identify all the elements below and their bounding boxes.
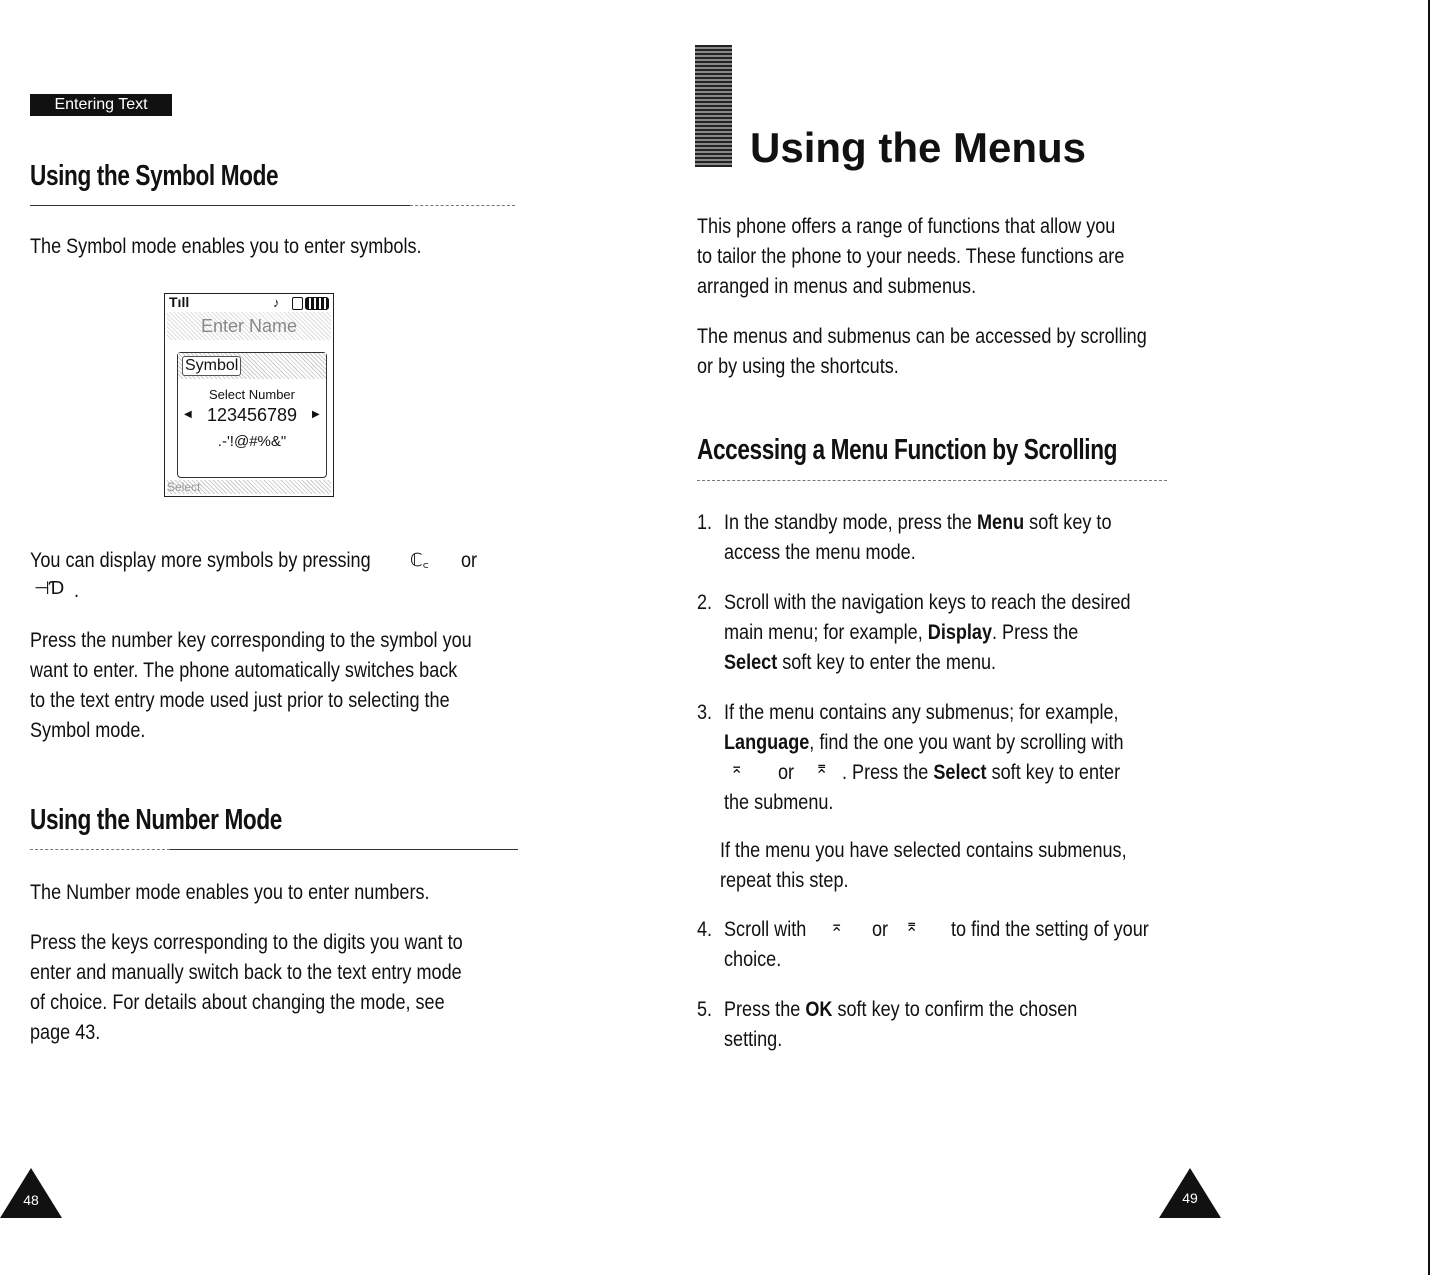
step-4-text-b: to find the setting of your [951,918,1149,941]
press-line-3: to the text entry mode used just prior to selecting the [30,689,450,712]
select-number-label: Select Number [209,387,295,402]
symbol-intro: The Symbol mode enables you to enter symbols. [30,235,422,258]
more-symbols-or: or [461,549,478,572]
number-line-2: enter and manually switch back to the text entry mode [30,961,462,984]
step-4-text-a: Scroll with [724,918,807,941]
title-band: Enter Name [167,312,331,340]
up-key-icon: ⌅ [730,758,744,777]
page-edge [1428,0,1430,1275]
press-line-2: want to enter. The phone automatically switches back [30,659,458,682]
number-line-4: page 43. [30,1021,101,1044]
more-symbols-text: You can display more symbols by pressing [30,549,371,572]
step-2-line-3: Select soft key to enter the menu. [724,651,997,674]
note-line-1: If the menu you have selected contains submenus, [720,839,1127,862]
step-2-line-1: Scroll with the navigation keys to reach the desired [724,591,1131,614]
access-line-2: or by using the shortcuts. [697,355,899,378]
heading-rule-dashed [410,205,515,206]
page-number-right: 49 [1182,1190,1198,1206]
step-4-line-2: choice. [724,948,782,971]
step-3-or: or [778,761,795,784]
intro-line-1: This phone offers a range of functions that allow you [697,215,1116,238]
left-arrow-icon: ◀ [184,409,192,420]
number-row: 123456789 [206,405,298,425]
symbol-row: .-'!@#%&" [217,433,287,450]
step-3-line-4: the submenu. [724,791,834,814]
step-3-line-1: If the menu contains any submenus; for example, [724,701,1119,724]
step-3-line-2: Language, find the one you want by scrolling with [724,731,1124,754]
section-tag: Entering Text [30,94,172,116]
down-key-icon: ⌆ [905,916,919,935]
step-2-number: 2. [697,591,713,614]
heading-rule-dashed [30,849,170,850]
step-5-number: 5. [697,998,713,1021]
note-line-2: repeat this step. [720,869,849,892]
step-3-line-3: . Press the Select soft key to enter [842,761,1121,784]
down-key-icon: ⌆ [815,758,829,777]
number-intro: The Number mode enables you to enter numbers. [30,881,430,904]
signal-icon: Tıll [169,294,190,310]
number-line-3: of choice. For details about changing the mode, see [30,991,445,1014]
scrolling-heading: Accessing a Menu Function by Scrolling [697,434,1118,466]
symbol-tab: Symbol [182,356,241,376]
right-arrow-icon: ▶ [312,409,320,420]
step-5-line-2: setting. [724,1028,783,1051]
step-4-or: or [872,918,889,941]
press-line-1: Press the number key corresponding to the symbol you [30,629,472,652]
step-1-line-1: In the standby mode, press the Menu soft key to [724,511,1112,534]
sound-icon: ♪ [273,295,280,310]
symbol-mode-heading: Using the Symbol Mode [30,160,279,192]
step-2-line-2: main menu; for example, Display. Press the [724,621,1079,644]
phone-screen [164,293,334,497]
intro-line-3: arranged in menus and submenus. [697,275,977,298]
status-box-icon [292,297,303,310]
step-4-number: 4. [697,918,713,941]
access-line-1: The menus and submenus can be accessed by scrolling [697,325,1147,348]
heading-rule-dashed [697,480,1167,481]
number-mode-heading: Using the Number Mode [30,804,282,836]
softkey-band: Select [167,480,331,494]
step-1-number: 1. [697,511,713,534]
step-1-line-2: access the menu mode. [724,541,916,564]
number-line-1: Press the keys corresponding to the digits you want to [30,931,463,954]
up-key-icon: ⌅ [830,916,844,935]
chapter-bar [695,45,732,167]
step-5-line-1: Press the OK soft key to confirm the chosen [724,998,1078,1021]
intro-line-2: to tailor the phone to your needs. These functions are [697,245,1125,268]
chapter-title: Using the Menus [750,124,1087,171]
page-number-left: 48 [23,1192,39,1208]
step-3-number: 3. [697,701,713,724]
right-softkey-icon: ⊣Ɗ [34,578,65,599]
heading-rule [170,849,518,850]
heading-rule [30,205,410,206]
battery-icon [305,297,329,310]
symbol-popup [177,352,327,478]
press-line-4: Symbol mode. [30,719,146,742]
left-softkey-icon: ℂ꜀ [410,550,429,571]
more-symbols-end: . [74,579,80,602]
